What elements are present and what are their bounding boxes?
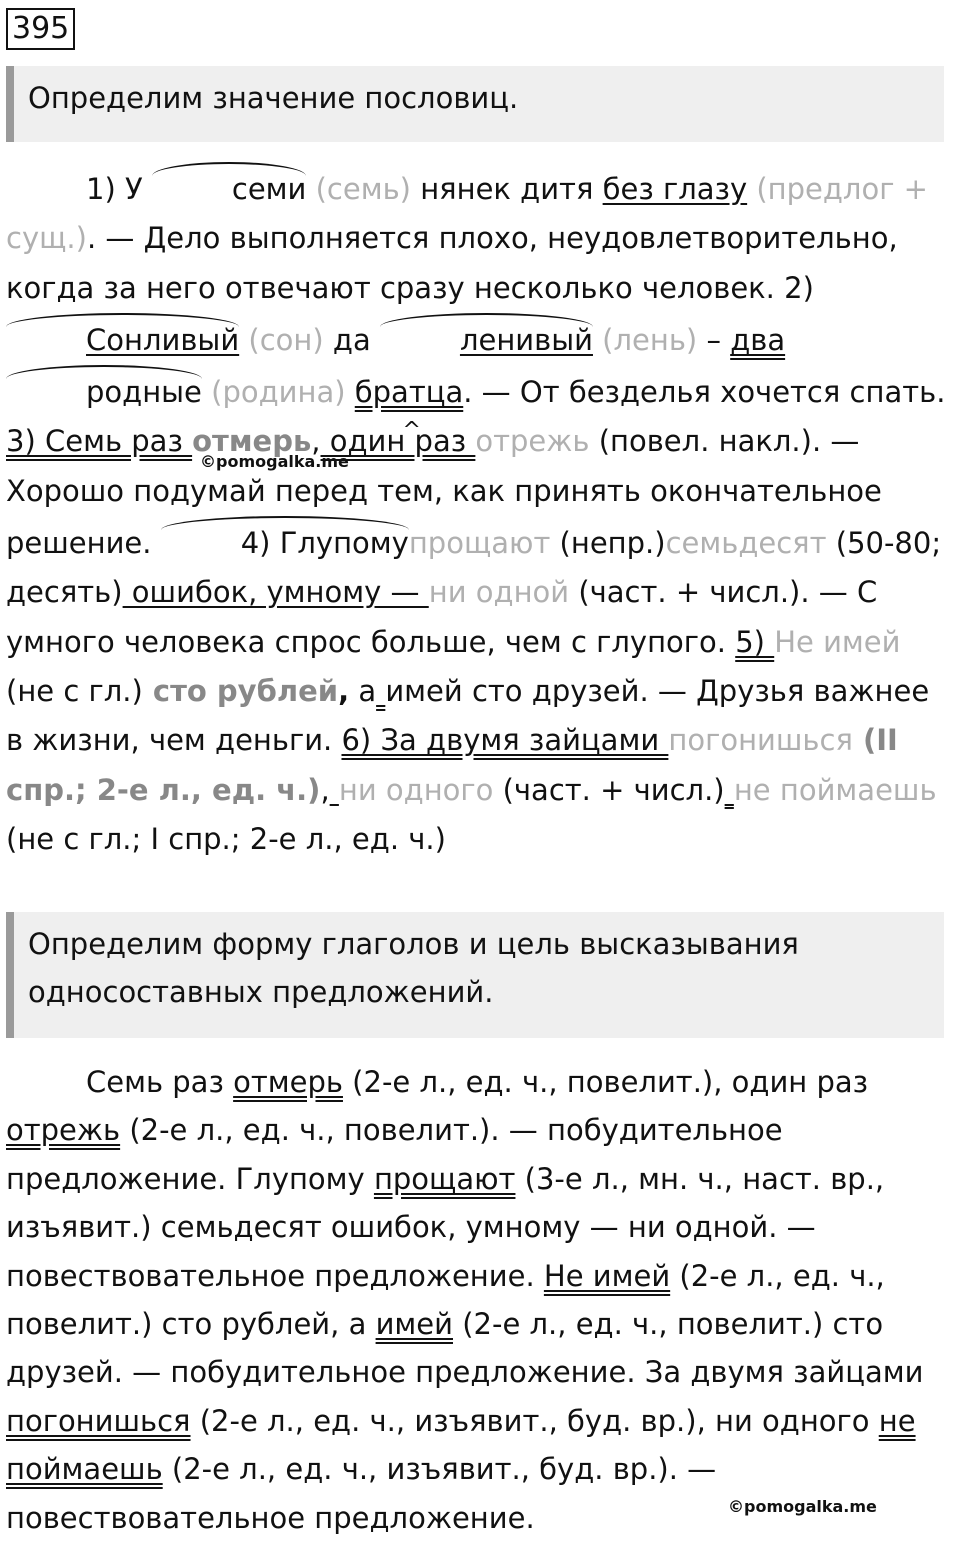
proverbs-analysis: 1) У семи (семь) нянек дитя без глазу (предлог + сущ.). — Дело выполняется плохо, неудовлетворительно, когда за него отвечают сразу несколько человек. 2) Сонливый (сон) да ленивый (лень) – два родные (родина) братца. — От безделья хочется спать. 3) Семь раз отмерь,^ один раз отрежь (повел. накл.). — Хорошо подумай перед тем, как принять окончательное решение. 4) Глупомупрощают (непр.)семьдесят (50-80; десять) ошибок, умному — ни одной (част. + числ.). — С умного человека спрос больше, чем с глупого. 5) Не имей (не с гл.) сто рублей, а имей сто друзей. — Друзья важнее в жизни, чем деньги. 6) За двумя зайцами погонишься (II спр.; 2-е л., ед. ч.), ни одного (част. + числ.) не поймаешь (не с гл.; I спр.; 2-е л., ед. ч.)	[6, 162, 950, 864]
watermark: ©pomogalka.me	[200, 452, 349, 471]
root-mark: семи	[152, 162, 307, 214]
watermark: ©pomogalka.me	[728, 1497, 877, 1516]
section-header-verb-forms: Определим форму глаголов и цель высказывания односоставных предложений.	[6, 912, 944, 1038]
verb-forms-analysis: Семь раз отмерь (2-е л., ед. ч., повелит.), один раз отрежь (2-е л., ед. ч., повелит.). — побудительное предложение. Глупому прощают (3-е л., мн. ч., наст. вр., изъявит.) семьдесят ошибок, умному — ни одной. — повествовательное предложение. Не имей (2-е л., ед. ч., повелит.) сто рублей, а имей (2-е л., ед. ч., повелит.) сто друзей. — побудительное предложение. За двумя зайцами погонишься (2-е л., ед. ч., изъявит., буд. вр.), ни одного не поймаешь (2-е л., ед. ч., изъявит., буд. вр.). — повествовательное предложение.	[6, 1065, 924, 1535]
task-number: 395	[6, 8, 75, 50]
section-header-meaning: Определим значение пословиц.	[6, 66, 944, 142]
preposition-noun: без глазу	[602, 172, 748, 206]
